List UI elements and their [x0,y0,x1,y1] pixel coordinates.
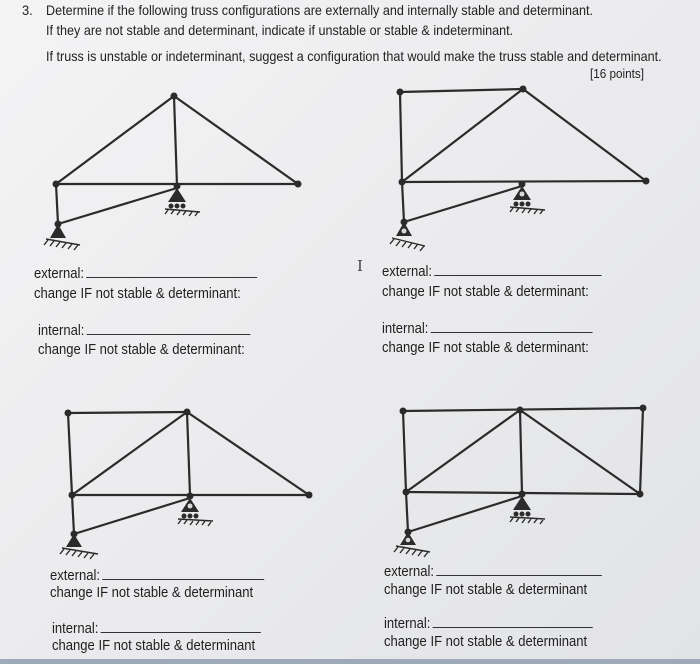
truss-2-external-change: change IF not stable & determinant: [382,284,589,300]
answer-blank[interactable] [432,626,592,628]
text-cursor-icon: I [357,257,363,275]
truss-3-internal-change: change IF not stable & determinant [52,638,256,654]
answer-blank[interactable] [434,274,601,276]
answer-blank[interactable] [436,574,602,576]
internal-label: internal: [52,621,99,637]
points-label: [16 points] [590,66,644,81]
truss-2 [390,86,650,252]
truss-3 [60,409,313,560]
roller-support-icon [165,188,200,216]
question-line-1: Determine if the following truss configurations are externally and internally stable and determinant. [46,2,594,18]
internal-label: internal: [384,616,431,632]
question-number: 3. [22,2,33,18]
pin-support-icon [390,222,425,251]
answer-blank[interactable] [102,578,264,580]
truss-4-internal-field[interactable] [384,616,592,632]
truss-1-internal-field[interactable] [38,323,250,339]
roller-support-icon [510,496,545,524]
truss-3-external-change: change IF not stable & determinant [50,585,254,601]
answer-blank[interactable] [100,631,260,633]
internal-label: internal: [38,323,85,339]
truss-2-internal-change: change IF not stable & determinant: [382,340,589,356]
truss-2-internal-field[interactable] [382,321,592,337]
truss-2-external-field[interactable] [382,264,601,280]
truss-1 [44,93,302,251]
answer-blank[interactable] [430,331,592,333]
external-label: external: [382,264,433,280]
answer-blank[interactable] [86,276,257,278]
roller-support-icon [510,186,545,214]
external-label: external: [34,266,85,282]
truss-1-external-field[interactable] [34,266,257,282]
question-line-3: If truss is unstable or indeterminant, suggest a configuration that would make the truss stable and determinant. [46,48,662,64]
pin-support-icon [60,534,98,559]
bottom-edge [0,659,700,664]
truss-4-external-change: change IF not stable & determinant [384,582,588,598]
internal-label: internal: [382,321,429,337]
question-line-2: If they are not stable and determinant, indicate if unstable or stable & indeterminant. [46,22,514,38]
truss-3-external-field[interactable] [50,568,264,584]
truss-1-external-change: change IF not stable & determinant: [34,286,241,302]
truss-1-internal-change: change IF not stable & determinant: [38,342,245,358]
external-label: external: [384,564,435,580]
pin-support-icon [44,224,80,250]
roller-support-icon [178,498,213,526]
truss-4-internal-change: change IF not stable & determinant [384,634,588,650]
pin-support-icon [394,532,430,557]
truss-4 [394,405,647,558]
external-label: external: [50,568,101,584]
truss-3-internal-field[interactable] [52,621,260,637]
truss-4-external-field[interactable] [384,564,601,580]
answer-blank[interactable] [86,333,250,335]
